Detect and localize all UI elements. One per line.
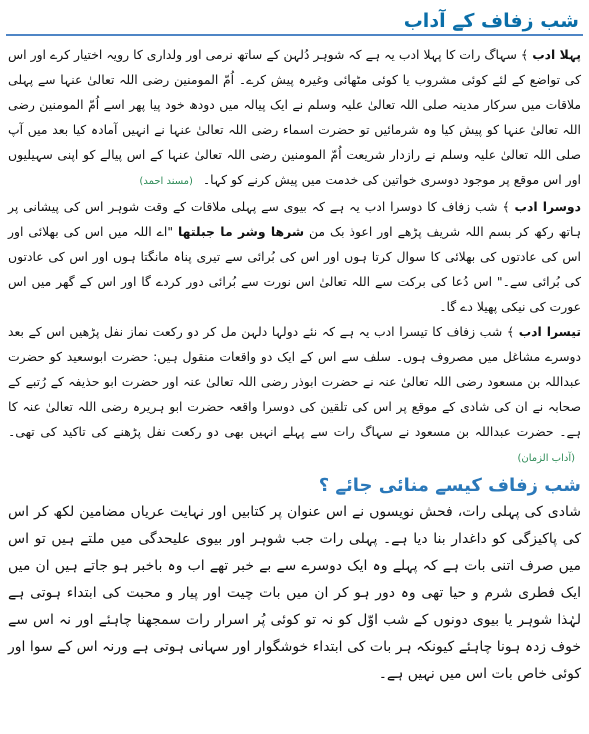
section-heading bbox=[6, 473, 583, 499]
section-heading-text: شب زفاف کیسے منائی جائے ؟ bbox=[318, 475, 581, 496]
reference-musnad-ahmad: (مسند احمد) bbox=[139, 176, 193, 187]
title-underline bbox=[6, 34, 583, 36]
second-etiquette-text-b: "اے اللہ میں اس کی بھلائی اور اس کی عادتوں کی بھلائی کا سوال کرتا ہوں اور اس کی بُرائی سے تیری پناہ مانگتا ہوں اور اس کی عادتوں کی بُرائی سے۔" اس دُعا کی برکت سے اللہ تعالیٰ اس نورت سے بُرائی دور کردے گا اور اس کے گھر میں اس عورت کی نیکی پھیلا دے گا۔ bbox=[8, 224, 581, 314]
paragraph-first-etiquette bbox=[6, 42, 583, 194]
paragraph-second-etiquette bbox=[6, 194, 583, 319]
third-etiquette-text: شب زفاف کا تیسرا ادب یہ ہے کہ نئے دولہا دلہن مل کر دو رکعت نماز نفل پڑھیں اس کے بعد دوسرے مشاغل میں مصروف ہوں۔ سلف سے اس کے ایک دو واقعات منقول ہیں: حضرت ابوسعید کو حضرت عبداللہ بن مسعود رضی اللہ تعالیٰ عنہ نے حضرت ابوذر رضی اللہ تعالیٰ عنہ اور حضرت ابو حذیفہ کے رُتبے کے صحابہ نے ان کی شادی کے موقع پر اس کی تلقین کی دوسرا واقعہ حضرت ابو ہریرہ رضی اللہ تعالیٰ عنہ کا ہے۔ حضرت عبداللہ بن مسعود نے سہاگ رات سے پہلے انہیں بھی دو رکعت نفل پڑھنے کی تاکید کی تھی۔ bbox=[8, 324, 581, 439]
page-title: شب زفاف کے آداب bbox=[403, 10, 579, 32]
second-etiquette-label: دوسرا ادب bbox=[514, 199, 581, 214]
bracket-mark: ﴾ bbox=[497, 199, 510, 214]
third-etiquette-label: تیسرا ادب bbox=[518, 324, 581, 339]
reference-adab-al-zaman: (آداب الزمان) bbox=[517, 453, 575, 464]
paragraph-wedding-night bbox=[6, 499, 583, 688]
paragraph-third-etiquette bbox=[6, 319, 583, 471]
second-etiquette-text-a: شب زفاف کا دوسرا ادب یہ ہے کہ بیوی سے پہلی ملاقات کے وقت شوہر اس کی پیشانی پر ہاتھ رکھ کر بسم اللہ شریف پڑھے اور اعوذ بک من bbox=[8, 199, 581, 239]
first-etiquette-label: پہلا ادب bbox=[532, 47, 581, 62]
arabic-supplication: شرها وشر ما جبلتها bbox=[178, 224, 305, 239]
first-etiquette-text: سہاگ رات کا پہلا ادب یہ ہے کہ شوہر دُلہن کے ساتھ نرمی اور ولداری کا رویہ اختیار کرے اور اس کی تواضع کے لئے کوئی مشروب یا کوئی مٹھائی وغیرہ پیش کرے۔ اُمّ المومنین رضی اللہ تعالیٰ عنہا سے پہلی ملاقات میں سرکار مدینہ صلی اللہ تعالیٰ علیہ وسلم نے ایک پیالہ میں دودھ خود پیا پھر اسے اُمّ المومنین رضی اللہ تعالیٰ عنہا کو پیش کیا وہ شرمائیں تو حضرت اسماء رضی اللہ تعالیٰ عنہا نے انہیں آمادہ کیا بعد میں آپ صلی اللہ تعالیٰ علیہ وسلم نے رازدار شریعت اُمّ المومنین رضی اللہ تعالیٰ عنہا کے اس پیالے کو اپنی سہیلیوں اور اس موقع پر موجود دوسری خواتین کی خدمت میں پیش کرنے کو کہا۔ bbox=[8, 47, 581, 187]
wedding-night-text: شادی کی پہلی رات، فحش نویسوں نے اس عنوان پر کتابیں اور نہایت عریاں مضامین لکھ کر اس کی پاکیزگی کو داغدار بنا دیا ہے۔ پہلی رات جب شوہر اور بیوی علیحدگی میں ملتے ہیں تو اس میں صرف اتنی بات ہے کہ پہلے وہ ایک دوسرے سے بے خبر تھے اب وہ باخبر ہو جاتے ہیں ان میں ایک فطری شرم و حیا تھی وہ دور ہو کر ان میں بات چیت اور پیار و محبت کی ابتداء ہوتی ہے لہٰذا شوہر یا بیوی دونوں کے شب اوّل کو نہ تو کوئی پُر اسرار رات سمجھنا چاہئے اور نہ اس سے خوف زدہ ہونا چاہئے کیونکہ ہر بات کی ابتداء خوشگوار اور سہانی ہوتی ہے ورنہ اس کے سوا اور کوئی خاص بات اس میں نہیں ہے۔ bbox=[8, 504, 581, 682]
bracket-mark: ﴾ bbox=[502, 324, 515, 339]
bracket-mark: ﴾ bbox=[516, 47, 529, 62]
